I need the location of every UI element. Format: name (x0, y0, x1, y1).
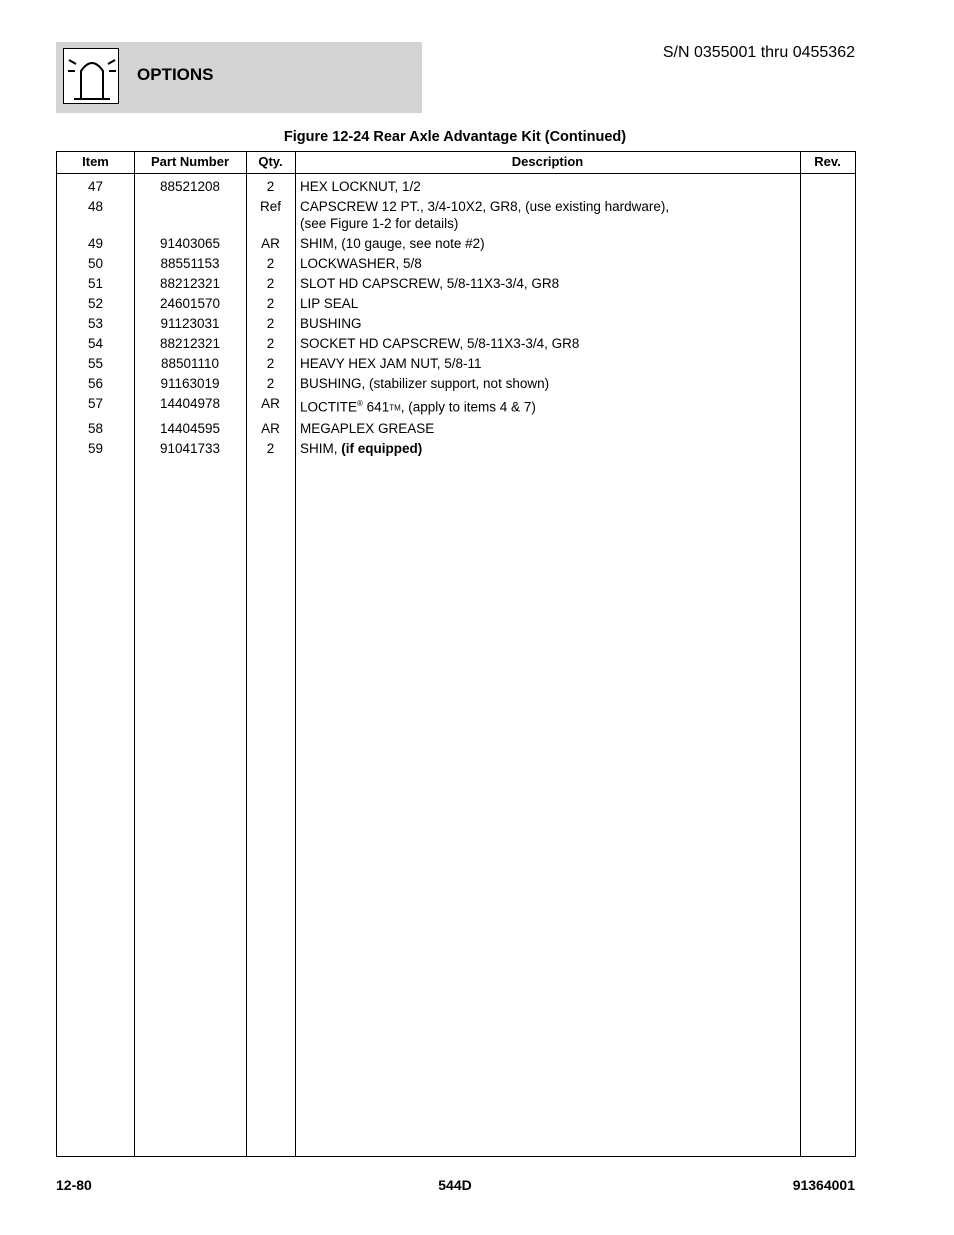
item-number: 56 (87, 376, 104, 391)
quantity: 2 (266, 276, 275, 291)
description: LOCKWASHER, 5/8 (300, 256, 422, 271)
table-row (57, 272, 855, 292)
quantity: Ref (259, 199, 281, 214)
part-number: 91163019 (160, 376, 220, 391)
quantity: 2 (266, 316, 275, 331)
item-number: 50 (87, 256, 104, 271)
description: HEX LOCKNUT, 1/2 (300, 179, 421, 194)
description-line: (see Figure 1-2 for details) (300, 216, 459, 231)
table-row (57, 352, 855, 372)
parts-table (56, 151, 856, 1157)
description (300, 198, 795, 232)
item-number: 58 (87, 420, 104, 436)
description (300, 395, 795, 417)
part-number: 91123031 (160, 316, 220, 331)
part-number: 91403065 (159, 236, 221, 251)
item-number: 55 (87, 356, 104, 371)
registered-mark: ® (357, 399, 363, 408)
item-number: 51 (87, 276, 104, 291)
item-number: 53 (87, 316, 104, 331)
description (300, 440, 795, 457)
description: MEGAPLEX GREASE (300, 420, 435, 436)
item-number: 52 (87, 296, 104, 311)
description-line: CAPSCREW 12 PT., 3/4-10X2, GR8, (use existing hardware), (300, 199, 670, 214)
document-number: 91364001 (792, 1177, 855, 1193)
item-number: 59 (87, 440, 104, 456)
description: BUSHING (300, 316, 362, 331)
table-row (57, 312, 855, 332)
description: SOCKET HD CAPSCREW, 5/8-11X3-3/4, GR8 (300, 336, 580, 351)
description-text: 641 (362, 399, 390, 415)
quantity: 2 (266, 356, 275, 371)
header-divider (57, 173, 855, 174)
quantity: 2 (266, 256, 275, 271)
description-text: SHIM, (300, 440, 342, 456)
description-text: , (apply to items 4 & 7) (400, 399, 536, 415)
quantity: 2 (266, 440, 275, 456)
table-row (57, 292, 855, 312)
part-number: 88212321 (159, 276, 221, 291)
table-row (57, 252, 855, 272)
description: HEAVY HEX JAM NUT, 5/8-11 (300, 356, 482, 371)
quantity: 2 (266, 179, 275, 194)
description: SHIM, (10 gauge, see note #2) (300, 236, 485, 251)
description-text: LOCTITE (300, 399, 358, 415)
part-number: 91041733 (159, 440, 221, 456)
part-number: 14404595 (159, 420, 221, 436)
part-number: 88501110 (160, 356, 220, 371)
section-title: OPTIONS (137, 65, 214, 84)
quantity: AR (261, 420, 280, 436)
table-row (57, 232, 855, 252)
model-number: 544D (438, 1177, 472, 1193)
quantity: AR (261, 396, 280, 411)
part-number: 88551153 (160, 256, 220, 271)
item-number: 48 (87, 199, 104, 214)
trademark: TM (389, 403, 401, 413)
table-row (57, 372, 855, 392)
item-number: 54 (87, 336, 104, 351)
column-header-description: Description (511, 154, 584, 169)
column-header-item: Item (82, 154, 109, 169)
description-note: (if equipped) (341, 440, 423, 456)
description: BUSHING, (stabilizer support, not shown) (300, 376, 550, 391)
page-number: 12-80 (56, 1177, 92, 1193)
item-number: 49 (87, 236, 104, 251)
column-header-part-number: Part Number (150, 154, 230, 169)
quantity: 2 (266, 296, 275, 311)
item-number: 57 (87, 396, 104, 411)
description: SLOT HD CAPSCREW, 5/8-11X3-3/4, GR8 (300, 276, 560, 291)
table-body (57, 175, 855, 457)
table-row (57, 332, 855, 352)
quantity: AR (261, 236, 280, 251)
column-header-qty: Qty. (258, 154, 283, 169)
serial-range: S/N 0355001 thru 0455362 (662, 44, 855, 61)
figure-title: Figure 12-24 Rear Axle Advantage Kit (Continued) (283, 129, 627, 145)
options-beacon-icon (63, 48, 119, 104)
table-row (57, 437, 855, 457)
quantity: 2 (266, 336, 275, 351)
part-number: 88212321 (159, 336, 221, 351)
description: LIP SEAL (300, 296, 359, 311)
column-header-rev: Rev. (814, 154, 841, 169)
part-number: 24601570 (159, 296, 221, 311)
table-row (57, 175, 855, 195)
item-number: 47 (87, 179, 104, 194)
part-number: 88521208 (159, 179, 221, 194)
table-row (57, 417, 855, 437)
part-number: 14404978 (159, 396, 221, 411)
table-row (57, 195, 855, 232)
quantity: 2 (266, 376, 275, 391)
table-row (57, 392, 855, 417)
